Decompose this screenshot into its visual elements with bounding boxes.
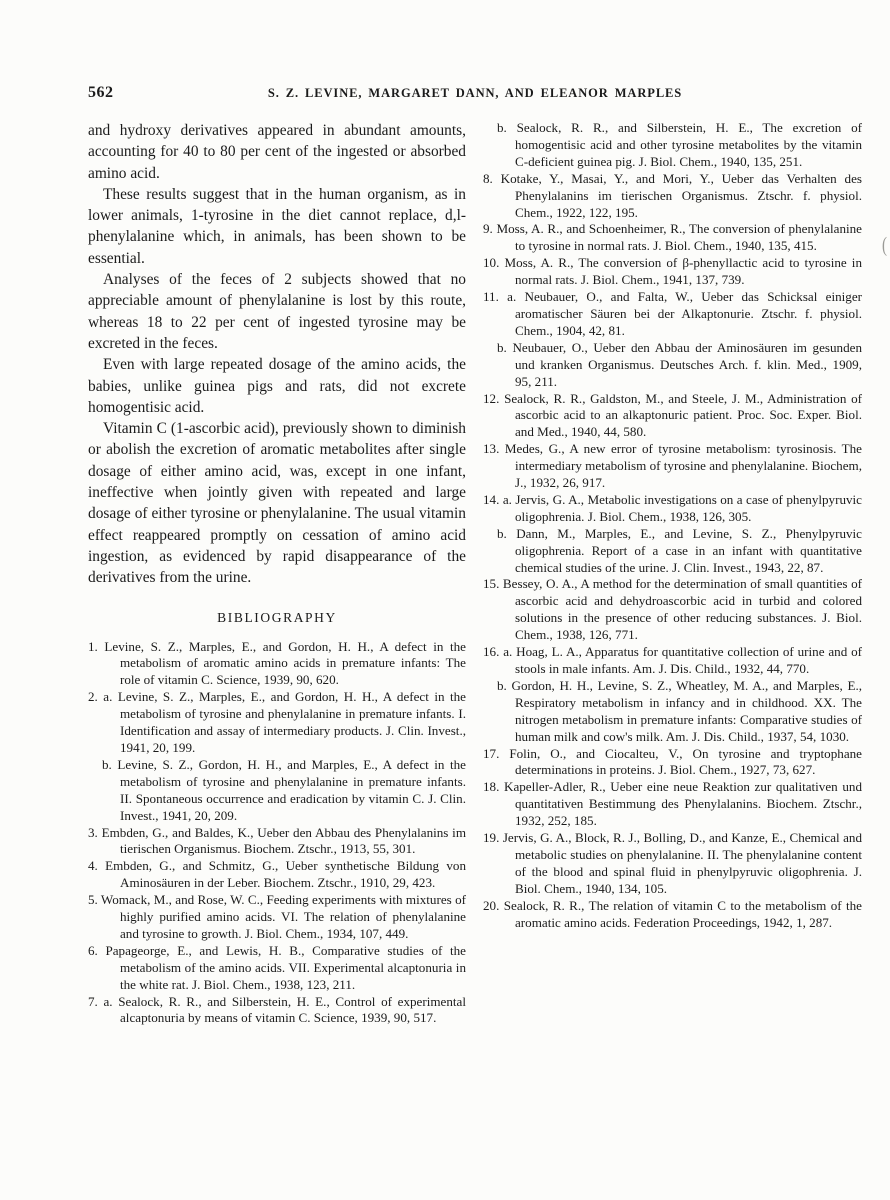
bibliography-list-left: [88, 639, 466, 1028]
bibliography-entry: 11. a. Neubauer, O., and Falta, W., Ueber das Schicksal einiger aromatischer Säuren bei der Alkaptonurie. Ztschr. f. physiol. Chem., 1904, 42, 81.: [483, 289, 862, 338]
two-column-layout: [88, 120, 862, 1027]
bibliography-entry: b. Neubauer, O., Ueber den Abbau der Aminosäuren im gesunden und kranken Organismus. Deutsches Arch. f. klin. Med., 1909, 95, 211.: [497, 339, 862, 389]
page-header: [88, 84, 862, 104]
bibliography-entry: b. Sealock, R. R., and Silberstein, H. E., The excretion of homogentisic acid and other tyrosine metabolites by the vitamin C-deficient guinea pig. J. Biol. Chem., 1940, 135, 251.: [497, 120, 862, 169]
bibliography-entry: b. Dann, M., Marples, E., and Levine, S. Z., Phenylpyruvic oligophrenia. Report of a case in an infant with quantitative chemical studies of the urine. J. Clin. Invest., 1943, 22, 87.: [497, 525, 862, 575]
page-number: 562: [88, 84, 114, 101]
bibliography-entry: 12. Sealock, R. R., Galdston, M., and Steele, J. M., Administration of ascorbic acid to an alkaptonuric patient. Proc. Soc. Exper. Biol. and Med., 1940, 44, 580.: [483, 390, 862, 440]
bibliography-entry: 15. Bessey, O. A., A method for the determination of small quantities of ascorbic acid and dehydroascorbic acid in turbid and colored solutions in the presence of other reducing substances. J. Biol. Chem., 1938, 126, 771.: [483, 576, 862, 643]
bibliography-entry: 19. Jervis, G. A., Block, R. J., Bolling, D., and Kanze, E., Chemical and metabolic studies on phenylalanine. II. The phenylalanine content of the blood and spinal fluid in phenylpyruvic oligophrenia. J. Biol. Chem., 1940, 134, 105.: [483, 830, 862, 896]
bibliography-entry: 18. Kapeller-Adler, R., Ueber eine neue Reaktion zur qualitativen und quantitativen Bestimmung des Phenylalanins. Biochem. Ztschr., 1932, 252, 185.: [483, 779, 862, 829]
bibliography-entry: 1. Levine, S. Z., Marples, E., and Gordon, H. H., A defect in the metabolism of aromatic amino acids in premature infants: The role of vitamin C. Science, 1939, 90, 620.: [88, 638, 466, 688]
bibliography-entry: 20. Sealock, R. R., The relation of vitamin C to the metabolism of the aromatic amino acids. Federation Proceedings, 1942, 1, 287.: [483, 897, 862, 930]
bibliography-entry: 10. Moss, A. R., The conversion of β-phenyllactic acid to tyrosine in normal rats. J. Biol. Chem., 1941, 137, 739.: [483, 255, 862, 288]
bibliography-entry: 16. a. Hoag, L. A., Apparatus for quantitative collection of urine and of stools in male infants. Am. J. Dis. Child., 1932, 44, 770.: [483, 644, 862, 676]
left-column: [88, 120, 466, 1027]
running-title: S. Z. LEVINE, MARGARET DANN, AND ELEANOR MARPLES: [267, 86, 683, 100]
bibliography-entry: 5. Womack, M., and Rose, W. C., Feeding experiments with mixtures of highly purified amino acids. VI. The relation of phenylalanine and tyrosine to growth. J. Biol. Chem., 1934, 107, 449.: [88, 892, 466, 941]
body-paragraph: and hydroxy derivatives appeared in abundant amounts, accounting for 40 to 80 per cent of the ingested or absorbed amino acid.: [88, 122, 466, 182]
bibliography-entry: 9. Moss, A. R., and Schoenheimer, R., The conversion of phenylalanine to tyrosine in normal rats. J. Biol. Chem., 1940, 135, 415.: [483, 221, 862, 254]
bibliography-entry: 8. Kotake, Y., Masai, Y., and Mori, Y., Ueber das Verhalten des Phenylalanins im tierischen Organismus. Ztschr. f. physiol. Chem., 1922, 122, 195.: [483, 170, 862, 220]
bibliography-entry: 6. Papageorge, E., and Lewis, H. B., Comparative studies of the metabolism of the amino acids. VII. Experimental alcaptonuria in the white rat. J. Biol. Chem., 1938, 123, 211.: [88, 942, 466, 992]
bibliography-entry: 4. Embden, G., and Schmitz, G., Ueber synthetische Bildung von Aminosäuren in der Leber. Biochem. Ztschr., 1910, 29, 423.: [88, 858, 466, 891]
body-paragraph: Vitamin C (1-ascorbic acid), previously shown to diminish or abolish the excretion of aromatic metabolites after single dosage of either amino acid, was, except in one infant, ineffective when jointly given with repeated and large dosage of either tyrosine or phenylalanine. The usual vitamin effect reappeared promptly on cessation of amino acid ingestion, as evidenced by rapid disappearance of the derivatives from the urine.: [88, 420, 466, 587]
bibliography-entry: 13. Medes, G., A new error of tyrosine metabolism: tyrosinosis. The intermediary metabolism of tyrosine and phenylalanine. Biochem, J., 1932, 26, 917.: [483, 441, 862, 491]
bibliography-entry: 3. Embden, G., and Baldes, K., Ueber den Abbau des Phenylalanins im tierischen Organismus. Biochem. Ztschr., 1913, 55, 301.: [88, 824, 466, 857]
bibliography-entry: b. Gordon, H. H., Levine, S. Z., Wheatley, M. A., and Marples, E., Respiratory metabolism in infancy and in childhood. XX. The nitrogen metabolism in premature infants: Comparative studies of human milk and cow's milk. Am. J. Dis. Child., 1937, 54, 1030.: [497, 677, 862, 744]
scan-artifact-mark: (: [882, 234, 887, 257]
body-paragraph: These results suggest that in the human organism, as in lower animals, 1-tyrosine in the diet cannot replace, d,l-phenylalanine which, in animals, has been shown to be essential.: [88, 185, 466, 267]
bibliography-list-right: [483, 120, 862, 932]
body-paragraph: Analyses of the feces of 2 subjects showed that no appreciable amount of phenylalanine is lost by this route, whereas 18 to 22 per cent of ingested tyrosine may be excreted in the feces.: [88, 271, 466, 352]
bibliography-entry: 2. a. Levine, S. Z., Marples, E., and Gordon, H. H., A defect in the metabolism of tyrosine and phenylalanine in premature infants. I. Identification and assay of intermediary products. J. Clin. Invest., 1941, 20, 199.: [88, 689, 466, 755]
bibliography-heading: BIBLIOGRAPHY: [217, 609, 337, 625]
bibliography-entry: 17. Folin, O., and Ciocalteu, V., On tyrosine and tryptophane determinations in proteins. J. Biol. Chem., 1927, 73, 627.: [483, 745, 862, 778]
bibliography-entry: b. Levine, S. Z., Gordon, H. H., and Marples, E., A defect in the metabolism of tyrosine and phenylalanine in premature infants. II. Spontaneous occurrence and eradication by vitamin C. J. Clin. Invest., 1941, 20, 209.: [102, 756, 466, 823]
bibliography-entry: 7. a. Sealock, R. R., and Silberstein, H. E., Control of experimental alcaptonuria by means of vitamin C. Science, 1939, 90, 517.: [88, 993, 466, 1026]
article-body: [88, 120, 466, 589]
right-column: [483, 120, 862, 932]
bibliography-entry: 14. a. Jervis, G. A., Metabolic investigations on a case of phenylpyruvic oligophrenia. J. Biol. Chem., 1938, 126, 305.: [483, 491, 862, 524]
body-paragraph: Even with large repeated dosage of the amino acids, the babies, unlike guinea pigs and rats, did not excrete homogentisic acid.: [88, 356, 466, 416]
